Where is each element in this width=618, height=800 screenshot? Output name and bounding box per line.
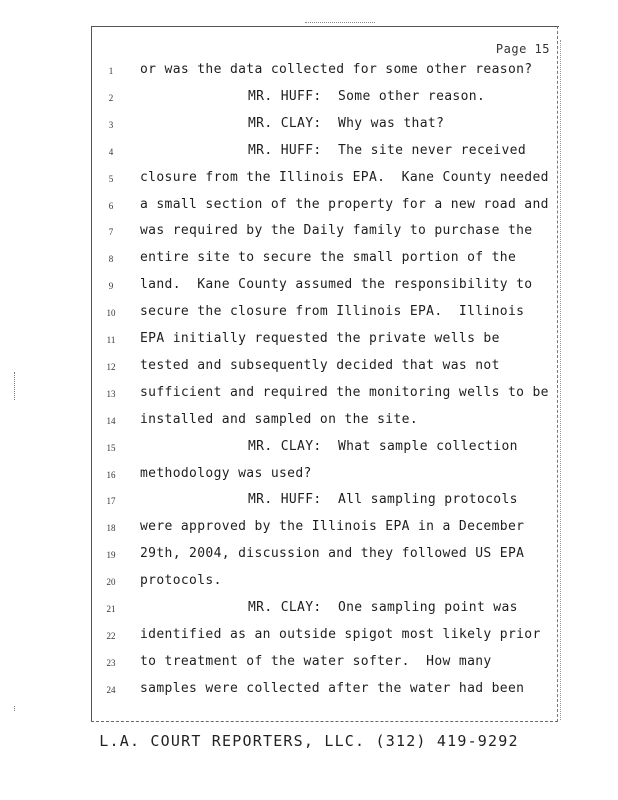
transcript-line (0, 89, 618, 116)
court-reporter-footer: L.A. COURT REPORTERS, LLC. (312) 419-9292 (99, 732, 519, 750)
transcript-line (0, 143, 618, 170)
line-text: 29th, 2004, discussion and they followed US EPA (140, 546, 525, 562)
line-text: tested and subsequently decided that was not (140, 357, 500, 373)
line-text: MR. CLAY: What sample collection (248, 438, 518, 454)
line-text: EPA initially requested the private wells be (140, 331, 500, 346)
transcript-line (0, 385, 618, 412)
transcript-line (0, 492, 618, 519)
line-number: 15 (106, 442, 116, 453)
line-number: 13 (106, 388, 116, 399)
page-number: Page 15 (495, 42, 550, 56)
line-text: entire site to secure the small portion of the (140, 250, 517, 266)
line-number: 5 (108, 173, 114, 184)
line-number: 8 (108, 254, 114, 265)
line-text: MR. HUFF: Some other reason. (248, 88, 486, 104)
line-number: 24 (106, 684, 116, 695)
line-number: 21 (106, 604, 116, 614)
transcript-line (0, 519, 618, 546)
line-text: land. Kane County assumed the responsibility to (140, 277, 533, 293)
transcript-line (0, 573, 618, 600)
line-text: identified as an outside spigot most likely prior (140, 626, 541, 642)
transcript-line (0, 331, 618, 358)
line-text: was required by the Daily family to purchase the (140, 223, 533, 239)
line-number: 16 (106, 469, 116, 480)
line-number: 14 (106, 415, 116, 426)
line-number: 23 (106, 657, 116, 668)
line-number: 6 (108, 200, 114, 211)
transcript-line (0, 250, 618, 277)
line-text: samples were collected after the water had been (140, 680, 525, 696)
line-number: 18 (106, 523, 116, 534)
line-number: 19 (106, 550, 116, 561)
transcript-line (0, 116, 618, 143)
transcript-line (0, 223, 618, 250)
scan-artifact-top (305, 22, 375, 23)
line-text: closure from the Illinois EPA. Kane County needed (140, 169, 549, 185)
line-number: 11 (106, 335, 116, 345)
line-text: or was the data collected for some other reason? (140, 62, 533, 77)
line-number: 3 (108, 119, 114, 130)
line-number: 7 (108, 227, 114, 238)
transcript-line (0, 358, 618, 385)
line-number: 1 (108, 66, 114, 76)
line-text: MR. HUFF: All sampling protocols (248, 492, 518, 508)
line-number: 10 (106, 308, 116, 319)
line-number: 20 (106, 577, 116, 588)
transcript-line (0, 466, 618, 493)
transcript-line (0, 62, 618, 89)
line-number: 17 (106, 496, 116, 507)
transcript-line (0, 681, 618, 708)
transcript-line (0, 546, 618, 573)
line-text: MR. HUFF: The site never received (248, 142, 527, 158)
line-text: installed and sampled on the site. (140, 411, 419, 427)
line-text: a small section of the property for a new road and (140, 196, 549, 212)
line-text: protocols. (140, 573, 222, 589)
line-number: 9 (108, 281, 114, 292)
transcript-line (0, 654, 618, 681)
line-number: 2 (108, 92, 114, 103)
line-text: secure the closure from Illinois EPA. Illinois (140, 304, 525, 320)
line-number: 12 (106, 361, 116, 372)
transcript-line (0, 170, 618, 197)
line-number: 4 (108, 146, 114, 157)
line-text: MR. CLAY: One sampling point was (248, 600, 518, 615)
transcript-line (0, 412, 618, 439)
line-number: 22 (106, 630, 116, 641)
transcript-line (0, 439, 618, 466)
line-text: sufficient and required the monitoring wells to be (140, 384, 549, 400)
line-text: MR. CLAY: Why was that? (248, 115, 445, 131)
transcript-line (0, 600, 618, 627)
line-text: to treatment of the water softer. How many (140, 653, 492, 669)
transcript-line (0, 304, 618, 331)
transcript-line (0, 277, 618, 304)
line-text: were approved by the Illinois EPA in a December (140, 519, 525, 535)
line-text: methodology was used? (140, 465, 312, 481)
transcript-line (0, 627, 618, 654)
transcript-line (0, 197, 618, 224)
